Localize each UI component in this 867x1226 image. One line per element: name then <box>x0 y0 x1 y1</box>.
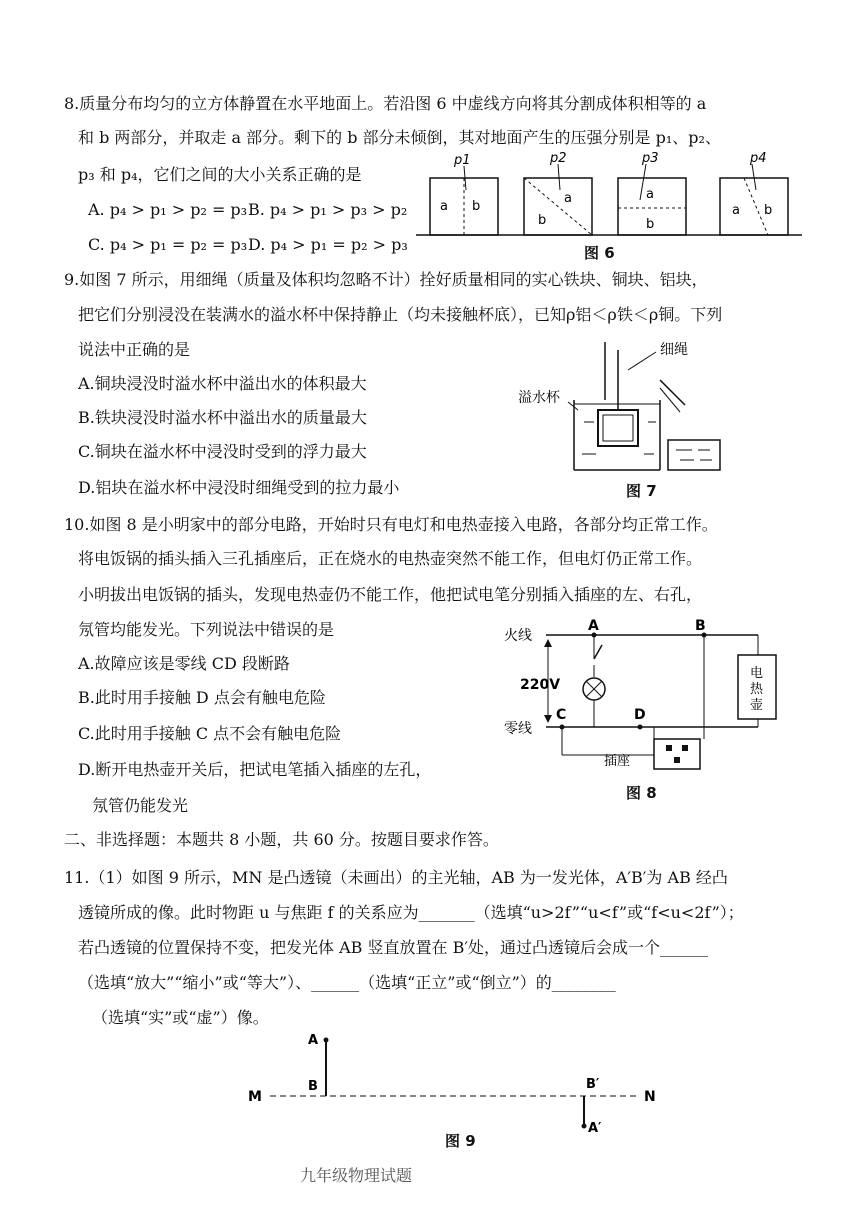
figure-8-caption: 图 8 <box>626 784 657 802</box>
q9-option-a: A.铜块浸没时溢水杯中溢出水的体积最大 <box>78 374 367 393</box>
figure-6-caption: 图 6 <box>584 244 615 262</box>
fig9-label-m: M <box>248 1089 262 1105</box>
fig6-box1-b: b <box>472 199 481 214</box>
q10-option-d-cont: 氖管仍能发光 <box>92 796 189 815</box>
fig7-label-rope: 细绳 <box>660 342 688 358</box>
fig6-label-p2: p2 <box>550 151 567 166</box>
fig8-label-voltage: 220V <box>520 677 561 693</box>
q9-option-c: C.铜块在溢水杯中浸没时受到的浮力最大 <box>78 442 367 461</box>
fig9-label-b: B <box>308 1079 318 1094</box>
q8-option-b: B. p₄ > p₁ > p₃ > p₂ <box>248 200 408 219</box>
fig8-label-neutral: 零线 <box>504 721 532 737</box>
q9-option-d: D.铝块在溢水杯中浸没时细绳受到的拉力最小 <box>78 478 400 497</box>
q9-line2: 把它们分别浸没在装满水的溢水杯中保持静止（均未接触杯底），已知ρ铝＜ρ铁＜ρ铜。下列 <box>78 305 723 324</box>
q9-option-b: B.铁块浸没时溢水杯中溢出水的质量最大 <box>78 408 367 427</box>
figure-7-caption: 图 7 <box>626 482 657 500</box>
figure-9-caption: 图 9 <box>445 1132 476 1150</box>
fig8-label-socket: 插座 <box>604 754 631 769</box>
q9-line3: 说法中正确的是 <box>78 340 191 359</box>
fig8-point-b: B <box>695 618 706 634</box>
q11-line2: 透镜所成的像。此时物距 u 与焦距 f 的关系应为_______（选填“u>2f”“u<f”或“f<u<2f”）； <box>78 903 744 922</box>
fig6-label-p3: p3 <box>642 151 659 166</box>
fig6-box3-b: b <box>646 217 655 232</box>
q10-line3: 小明拔出电饭锅的插头，发现电热壶仍不能工作，他把试电笔分别插入插座的左、右孔， <box>78 585 703 604</box>
q11-line3: 若凸透镜的位置保持不变，把发光体 AB 竖直放置在 B′处，通过凸透镜后会成一个______ <box>78 938 708 957</box>
q10-option-c: C.此时用手接触 C 点不会有触电危险 <box>78 724 342 743</box>
fig8-label-live: 火线 <box>504 628 532 644</box>
fig6-box4-a: a <box>732 203 740 218</box>
figure-7 <box>510 330 750 480</box>
q10-line2: 将电饭锅的插头插入三孔插座后，正在烧水的电热壶突然不能工作，但电灯仍正常工作。 <box>78 549 703 568</box>
fig6-box4-b: b <box>764 203 773 218</box>
q11-line4: （选填“放大”“缩小”或“等大”）、______（选填“正立”或“倒立”）的________ <box>78 973 616 992</box>
figure-8 <box>500 615 780 780</box>
fig8-point-a: A <box>588 618 599 634</box>
fig9-label-n: N <box>644 1089 656 1105</box>
fig6-label-p1: p1 <box>454 153 471 168</box>
fig6-box3-a: a <box>646 187 654 202</box>
fig7-label-cup: 溢水杯 <box>518 390 560 406</box>
q8-line1: 8.质量分布均匀的立方体静置在水平地面上。若沿图 6 中虚线方向将其分割成体积相等的 a <box>64 94 707 113</box>
q8-option-d: D. p₄ > p₁ = p₂ > p₃ <box>248 235 408 254</box>
q9-line1: 9.如图 7 所示，用细绳（质量及体积均忽略不计）拴好质量相同的实心铁块、铜块、铝块， <box>64 270 708 289</box>
q10-option-b: B.此时用手接触 D 点会有触电危险 <box>78 688 326 707</box>
fig9-label-a-prime: A′ <box>588 1121 602 1136</box>
page-footer: 九年级物理试题 <box>300 1166 413 1185</box>
section-2-heading: 二、非选择题：本题共 8 小题，共 60 分。按题目要求作答。 <box>64 830 499 849</box>
q8-option-c: C. p₄ > p₁ = p₂ = p₃ <box>88 235 248 254</box>
q8-line3: p₃ 和 p₄，它们之间的大小关系正确的是 <box>78 165 362 184</box>
fig8-kettle-3: 壶 <box>750 698 764 713</box>
fig9-label-a: A <box>308 1033 319 1048</box>
figure-9 <box>240 1028 670 1138</box>
q8-line2: 和 b 两部分，并取走 a 部分。剩下的 b 部分未倾倒，其对地面产生的压强分别是 p₁、p₂、 <box>78 128 721 147</box>
fig8-kettle-2: 热 <box>750 682 764 697</box>
fig8-point-c: C <box>556 707 567 723</box>
q8-option-a: A. p₄ > p₁ > p₂ = p₃ <box>88 200 248 219</box>
q11-line1: 11.（1）如图 9 所示，MN 是凸透镜（未画出）的主光轴，AB 为一发光体，A′B′为 AB 经凸 <box>64 868 728 887</box>
q10-line1: 10.如图 8 是小明家中的部分电路，开始时只有电灯和电热壶接入电路，各部分均正常工作。 <box>64 515 718 534</box>
fig8-point-d: D <box>634 707 646 723</box>
q10-line4: 氖管均能发光。下列说法中错误的是 <box>78 620 335 639</box>
q10-option-a: A.故障应该是零线 CD 段断路 <box>78 654 290 673</box>
fig9-label-b-prime: B′ <box>586 1077 600 1092</box>
fig6-box2-b: b <box>538 213 547 228</box>
fig6-box2-a: a <box>564 191 572 206</box>
q11-line5: （选填“实”或“虚”）像。 <box>92 1008 269 1027</box>
fig6-label-p4: p4 <box>750 151 767 166</box>
fig6-box1-a: a <box>440 199 448 214</box>
fig8-kettle-1: 电 <box>750 666 764 681</box>
q10-option-d: D.断开电热壶开关后，把试电笔插入插座的左孔， <box>78 760 432 779</box>
